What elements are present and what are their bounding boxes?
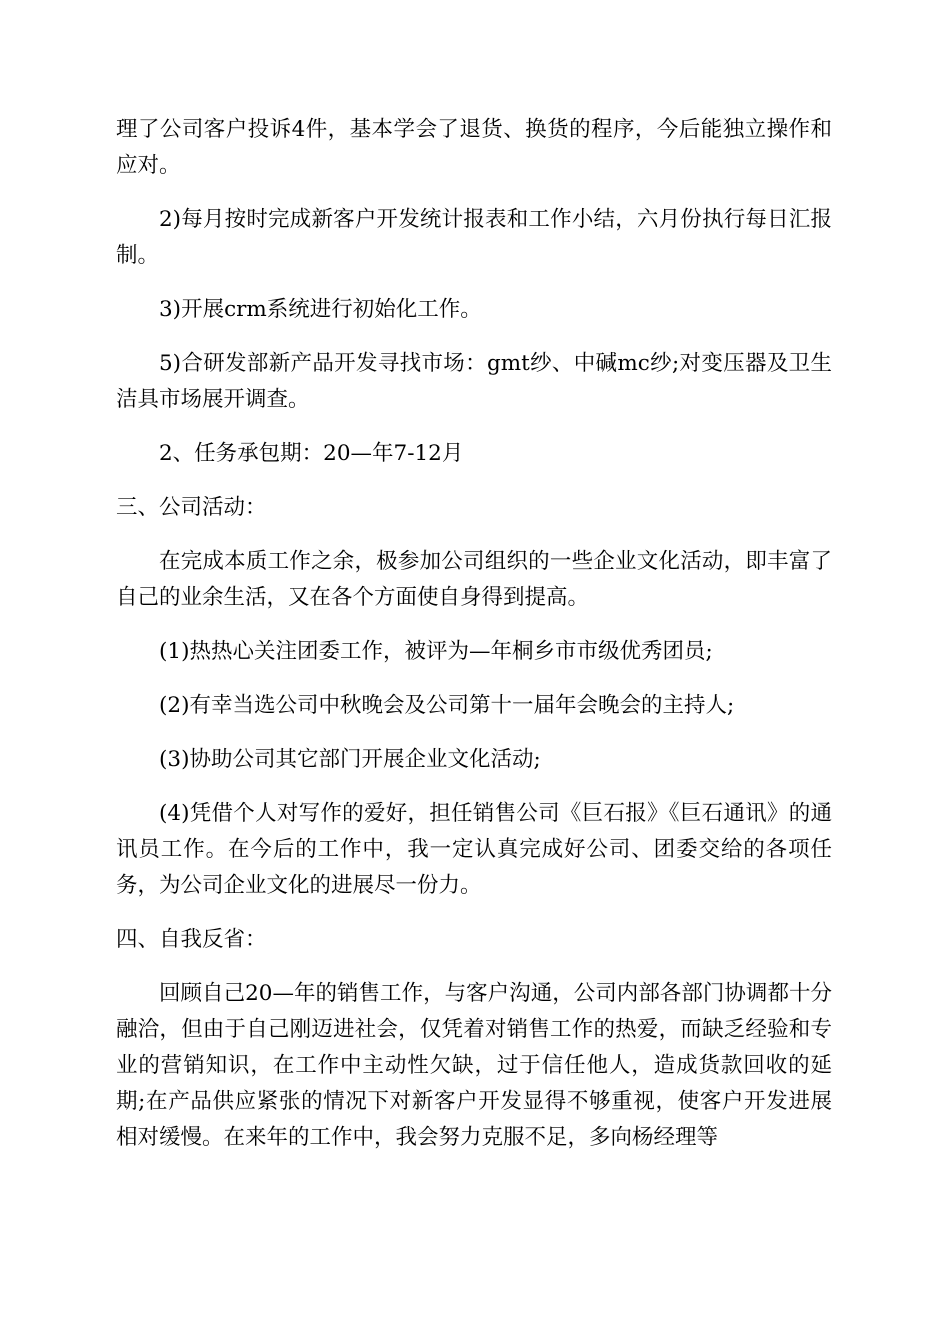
paragraph-activities-intro: 在完成本质工作之余，极参加公司组织的一些企业文化活动，即丰富了自己的业余生活，又在各个方面使自身得到提高。 [116, 549, 832, 610]
paragraph-activity-1: (1)热热心关注团委工作，被评为—年桐乡市市级优秀团员; [159, 639, 713, 664]
paragraph-activity-3: (3)协助公司其它部门开展企业文化活动; [159, 747, 541, 772]
paragraph-activity-4: (4)凭借个人对写作的爱好，担任销售公司《巨石报》《巨石通讯》的通讯员工作。在今后的工作中，我一定认真完成好公司、团委交给的各项任务，为公司企业文化的进展尽一份力。 [116, 801, 832, 898]
section-heading-self-reflection: 四、自我反省： [116, 927, 267, 952]
paragraph-task-period: 2、任务承包期：20—年7-12月 [159, 441, 464, 466]
paragraph-activity-2: (2)有幸当选公司中秋晚会及公司第十一届年会晚会的主持人; [159, 693, 735, 718]
section-heading-company-activities: 三、公司活动： [116, 495, 267, 520]
paragraph-self-reflection: 回顾自己20—年的销售工作，与客户沟通，公司内部各部门协调都十分融洽，但由于自己刚迈进社会，仅凭着对销售工作的热爱，而缺乏经验和专业的营销知识，在工作中主动性欠缺，过于信任他人，造成货款回收的延期;在产品供应紧张的情况下对新客户开发显得不够重视，使客户开发进展相对缓慢。在来年的工作中，我会努力克服不足，多向杨经理等 [116, 981, 832, 1150]
paragraph-item-3-crm: 3)开展crm系统进行初始化工作。 [159, 297, 482, 322]
paragraph-item-5-market: 5)合研发部新产品开发寻找市场：gmt纱、中碱mc纱;对变压器及卫生洁具市场展开调查。 [116, 351, 832, 412]
paragraph-item-2-reports: 2)每月按时完成新客户开发统计报表和工作小结，六月份执行每日汇报制。 [116, 207, 832, 268]
paragraph-complaints: 理了公司客户投诉4件，基本学会了退货、换货的程序，今后能独立操作和应对。 [116, 117, 832, 178]
